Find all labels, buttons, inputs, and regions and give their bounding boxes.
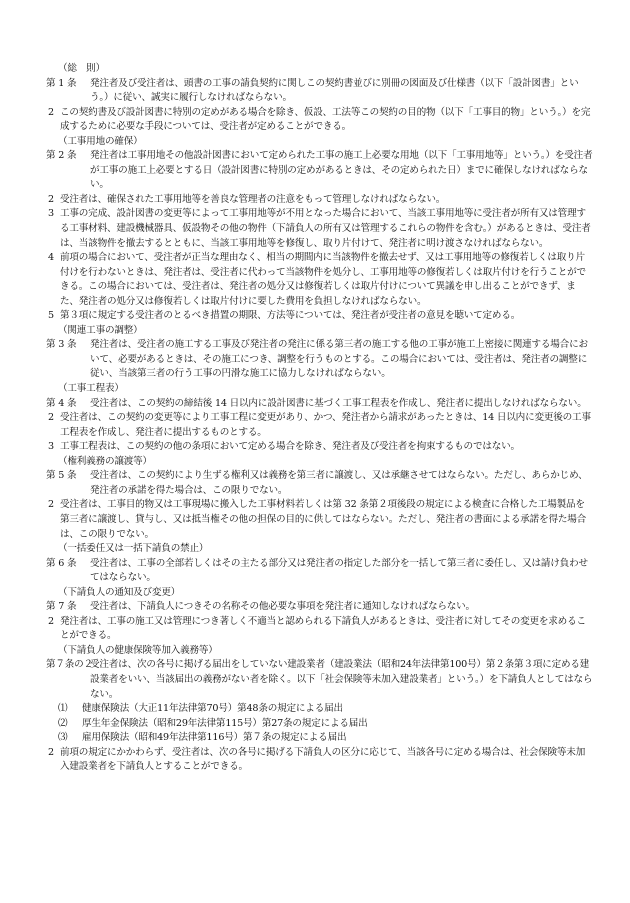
clause-number: 2	[48, 746, 54, 758]
clause-number: 2	[48, 412, 54, 424]
clause-text: 健康保険法（大正11年法律第70号）第48条の規定による届出	[82, 703, 343, 715]
paragraph-clause	[46, 106, 594, 135]
clause-number: 5	[48, 310, 54, 322]
clause-number: 第７条の２	[46, 659, 93, 671]
clause-text: この契約書及び設計図書に特別の定めがある場合を除き、仮設、工法等この契約の目的物（以下「工事目的物」という。）を完成するために必要な手段については、受注者が定めることができる。	[60, 106, 591, 133]
paragraph-clause	[46, 440, 594, 455]
article-clause	[46, 77, 594, 106]
clause-text: 発注者は、工事の施工又は管理につき著しく不適当と認められる下請負人があるときは、受注者に対してその変更を求めることができる。	[60, 615, 586, 642]
clause-text: （工事工程表）	[58, 383, 124, 395]
clause-number: 3	[48, 441, 54, 453]
clause-text: 受注者は、この契約により生ずる権利又は義務を第三者に譲渡し、又は承継させてはならない。ただし、あらかじめ、発注者の承諾を得た場合は、この限りでない。	[90, 470, 588, 496]
clause-text: 雇用保険法（昭和49年法律第116号）第７条の規定による届出	[82, 732, 347, 744]
list-item	[46, 731, 594, 746]
article-clause	[46, 557, 594, 586]
clause-number: 2	[48, 106, 54, 118]
clause-number: 第 5 条	[46, 470, 77, 482]
clause-number: 4	[48, 252, 54, 264]
clause-text: 前項の場合において、受注者が正当な理由なく、相当の期間内に当該物件を撤去せず、又は工事用地等の修復若しくは取り片付けを行わないときは、発注者は、受注者に代わって当該物件を処分し、工事用地等の修復若しくは取片付けを行うことができる。この場合においては、受注者は、発注者の処分又は修復若しくは取片付けについて異議を申し出ることができず、また、発注者の処分又は修復若しくは取片付けに要した費用を負担しなければならない。	[60, 252, 586, 307]
clause-text: 受注者は、この契約の締結後 14 日以内に設計図書に基づく工事工程表を作成し、発注者に提出しなければならない。	[90, 397, 587, 409]
clause-number: 第 3 条	[46, 339, 77, 351]
clause-text: 受注者は、下請負人につきその名称その他必要な事項を発注者に通知しなければならない。	[90, 601, 475, 613]
clause-text: 工事の完成、設計図書の変更等によって工事用地等が不用となった場合において、当該工事用地等に受注者が所有又は管理する工事材料、建設機械器具、仮設物その他の物件（下請負人の所有又は管理するこれらの物件を含む。）があるときは、受注者は、当該物件を撤去するとともに、当該工事用地等を修復し、取り片付けて、発注者に明け渡さなければならない。	[60, 208, 591, 249]
clause-number: ⑶	[58, 732, 68, 744]
clause-number: ⑵	[58, 717, 68, 729]
clause-text: （権利義務の譲渡等）	[58, 455, 152, 467]
paragraph-clause	[46, 309, 594, 324]
list-item	[46, 717, 594, 732]
clause-number: 第 4 条	[46, 397, 77, 409]
article-clause	[46, 469, 594, 498]
clause-number: 第 6 条	[46, 557, 77, 569]
contract-document	[46, 62, 594, 775]
section-heading	[46, 455, 594, 470]
clause-text: 厚生年金保険法（昭和29年法律第115号）第27条の規定による届出	[82, 717, 368, 729]
article-clause	[46, 338, 594, 382]
clause-text: 前項の規定にかかわらず、受注者は、次の各号に掲げる下請負人の区分に応じて、当該各号に定める場合は、社会保険等未加入建設業者を下請負人とすることができる。	[60, 746, 586, 773]
section-heading	[46, 542, 594, 557]
clause-text: 受注者は、工事目的物又は工事現場に搬入した工事材料若しくは第 32 条第２項後段の規定による検査に合格した工場製品を第三者に譲渡し、貸与し、又は抵当権その他の担保の目的に供してはならない。ただし、発注者の書面による承諾を得た場合は、この限りでない。	[60, 499, 587, 540]
clause-text: （下請負人の通知及び変更）	[58, 586, 181, 598]
clause-text: 受注者は、次の各号に掲げる届出をしていない建設業者（建設業法（昭和24年法律第100号）第２条第３項に定める建設業者をいい、当該届出の義務がない者を除く。以下「社会保険等未加入建設業者」という。）を下請負人としてはならない。	[90, 659, 593, 700]
clause-number: 第 7 条	[46, 601, 77, 613]
article-clause	[46, 658, 594, 702]
clause-text: 発注者は、受注者の施工する工事及び発注者の発注に係る第三者の施工する他の工事が施工上密接に関連する場合において、必要があるときは、その施工につき、調整を行うものとする。この場合においては、受注者は、発注者の調整に従い、当該第三者の行う工事の円滑な施工に協力しなければならない。	[90, 339, 588, 380]
clause-text: （一括委任又は一括下請負の禁止）	[58, 543, 209, 555]
paragraph-clause	[46, 207, 594, 251]
section-heading	[46, 135, 594, 150]
section-heading	[46, 644, 594, 659]
clause-text: 工事工程表は、この契約の他の条項において定める場合を除き、発注者及び受注者を拘束するものではない。	[60, 441, 520, 453]
clause-text: 受注者は、工事の全部若しくはその主たる部分又は発注者の指定した部分を一括して第三者に委任し、又は請け負わせてはならない。	[90, 557, 588, 584]
section-heading	[46, 324, 594, 339]
paragraph-clause	[46, 615, 594, 644]
clause-text: 発注者及び受注者は、頭書の工事の請負契約に関しこの契約書並びに別冊の図面及び仕様書（以下「設計図書」という。）に従い、誠実に履行しなければならない。	[90, 77, 579, 104]
clause-text: （総 則）	[58, 63, 105, 74]
clause-number: 第 1 条	[46, 77, 77, 89]
clause-text: 第３項に規定する受注者のとるべき措置の期限、方法等については、発注者が受注者の意見を聴いて定める。	[60, 310, 521, 322]
clause-number: 第 2 条	[46, 150, 77, 162]
clause-number: 2	[48, 193, 54, 205]
clause-text: （工事用地の確保）	[58, 135, 143, 147]
clause-text: （下請負人の健康保険等加入義務等）	[58, 644, 218, 656]
clause-number: ⑴	[58, 703, 68, 715]
paragraph-clause	[46, 746, 594, 775]
paragraph-clause	[46, 251, 594, 309]
clause-text: （関連工事の調整）	[58, 324, 143, 336]
paragraph-clause	[46, 411, 594, 440]
clause-text: 受注者は、この契約の変更等により工事工程に変更があり、かつ、発注者から請求があったときは、14 日以内に変更後の工事工程表を作成し、発注者に提出するものとする。	[60, 412, 591, 438]
article-clause	[46, 600, 594, 615]
section-heading	[46, 62, 594, 77]
article-clause	[46, 149, 594, 193]
clause-number: 2	[48, 499, 54, 511]
paragraph-clause	[46, 193, 594, 208]
section-heading	[46, 382, 594, 397]
clause-text: 発注者は工事用地その他設計図書において定められた工事の施工上必要な用地（以下「工事用地等」という。）を受注者が工事の施工上必要とする日（設計図書に特別の定めがあるときは、その定められた日）までに確保しなければならない。	[90, 150, 593, 191]
article-clause	[46, 397, 594, 412]
clause-number: 2	[48, 615, 54, 627]
clause-text: 受注者は、確保された工事用地等を善良な管理者の注意をもって管理しなければならない。	[60, 193, 446, 205]
clause-number: 3	[48, 208, 54, 220]
list-item	[46, 702, 594, 717]
section-heading	[46, 586, 594, 601]
paragraph-clause	[46, 498, 594, 542]
